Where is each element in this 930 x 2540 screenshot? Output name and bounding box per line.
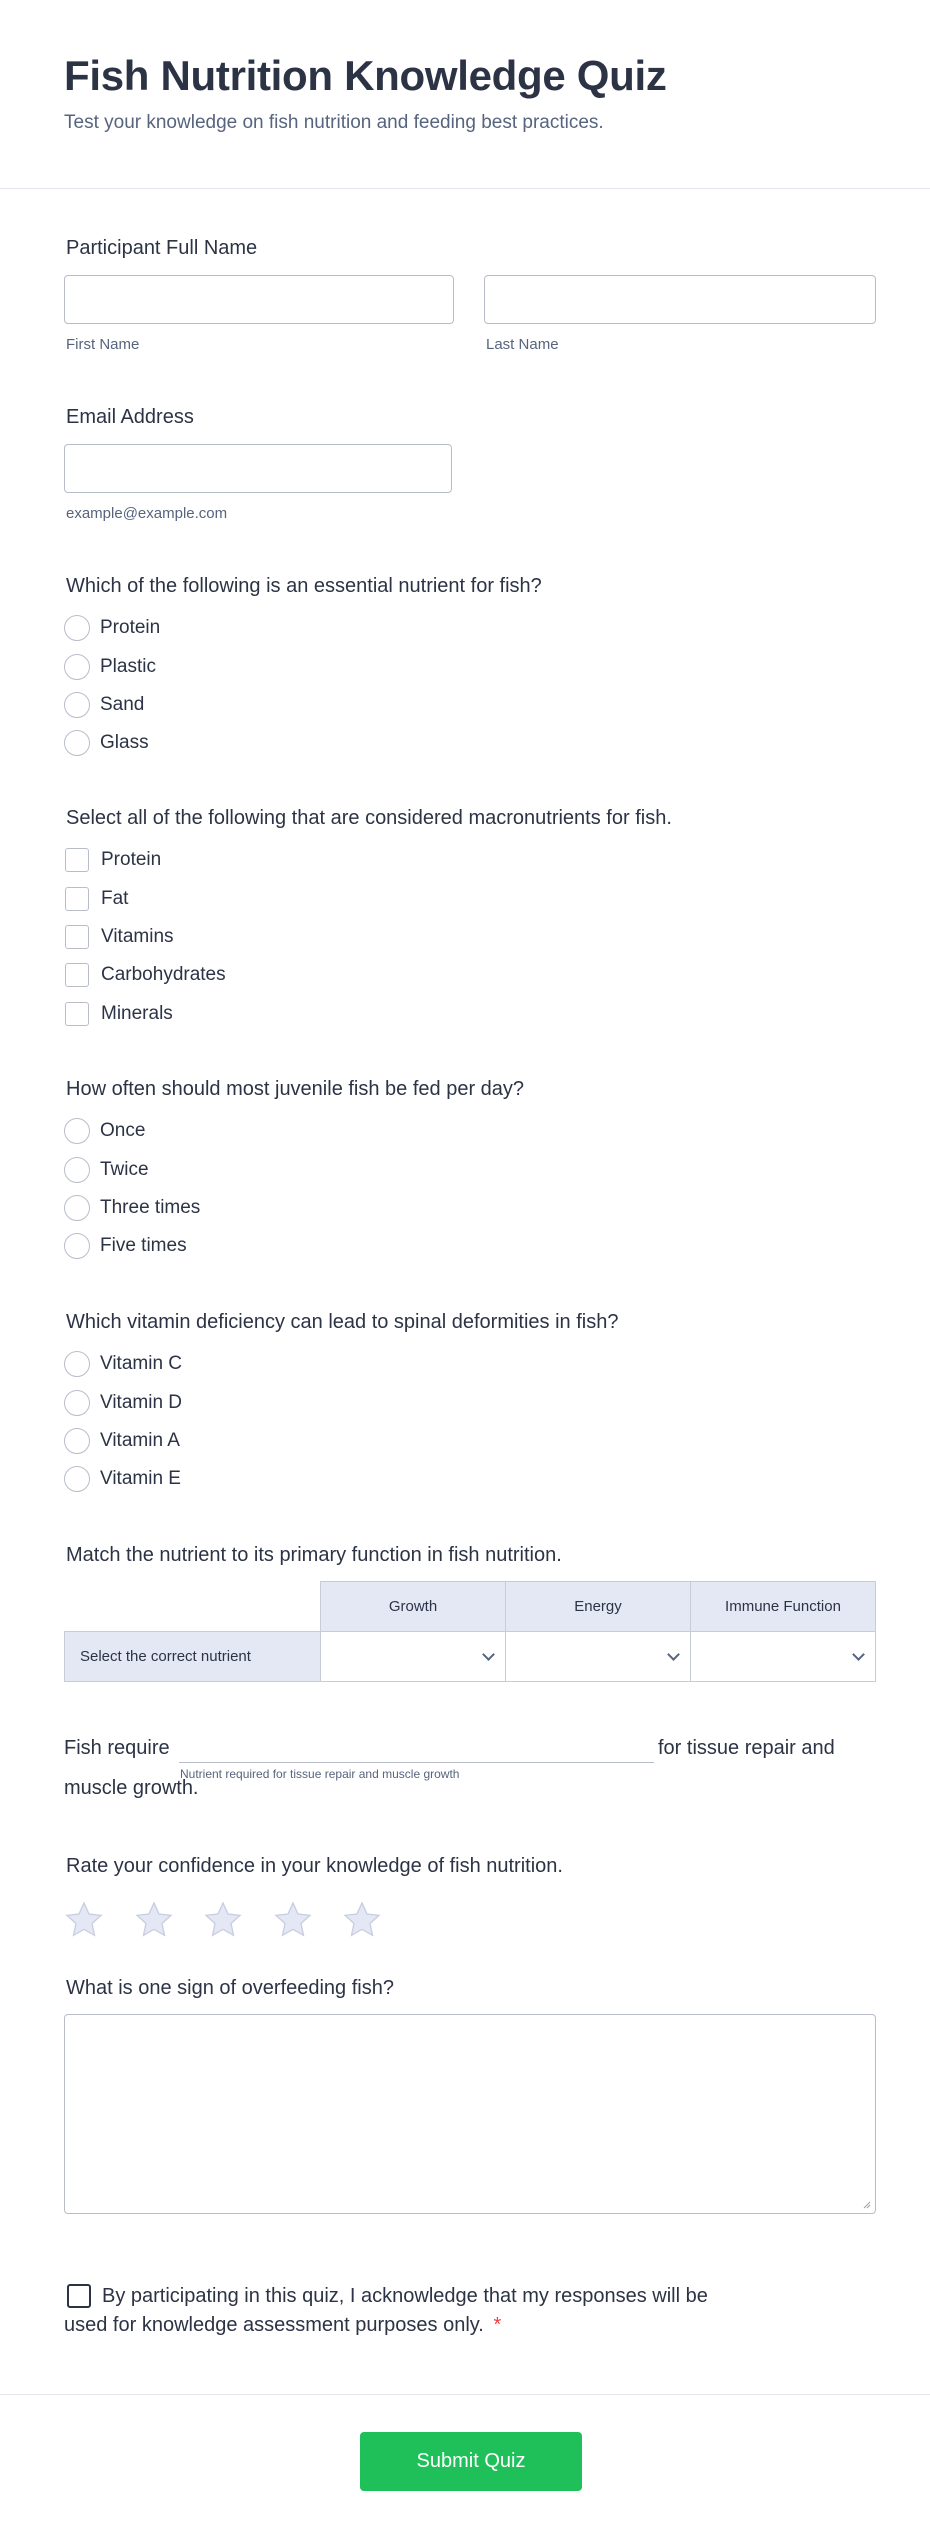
matrix-corner xyxy=(65,1582,321,1632)
radio-button[interactable] xyxy=(64,1390,90,1416)
email-input[interactable] xyxy=(64,444,452,493)
question-vitamin-deficiency xyxy=(64,1311,618,1499)
chevron-down-icon xyxy=(482,1648,495,1661)
full-name-label: Participant Full Name xyxy=(66,237,258,259)
matrix-col-immune-function: Immune Function xyxy=(691,1582,876,1632)
radio-button[interactable] xyxy=(64,1118,90,1144)
q4-option-vitamin-c[interactable]: Vitamin C xyxy=(64,1345,618,1383)
consent-checkbox[interactable] xyxy=(67,2284,91,2308)
first-name-input[interactable] xyxy=(64,275,454,324)
radio-button[interactable] xyxy=(64,692,90,718)
q3-option-five-times[interactable]: Five times xyxy=(64,1227,524,1265)
full-name-field xyxy=(64,237,876,353)
form-footer xyxy=(0,2394,930,2540)
q1-option-sand[interactable]: Sand xyxy=(64,686,542,724)
star-icon[interactable] xyxy=(203,1900,243,1940)
matrix-select-energy[interactable] xyxy=(506,1632,691,1682)
radio-button[interactable] xyxy=(64,1157,90,1183)
q3-option-twice[interactable]: Twice xyxy=(64,1150,524,1188)
checkbox[interactable] xyxy=(65,925,89,949)
checkbox[interactable] xyxy=(65,848,89,872)
radio-button[interactable] xyxy=(64,1195,90,1221)
q1-option-glass[interactable]: Glass xyxy=(64,724,542,762)
page-subtitle: Test your knowledge on fish nutrition and feeding best practices. xyxy=(64,112,604,133)
overfeeding-textarea[interactable] xyxy=(64,2014,876,2214)
star-icon[interactable] xyxy=(342,1900,382,1940)
q4-option-vitamin-e[interactable]: Vitamin E xyxy=(64,1460,618,1498)
chevron-down-icon xyxy=(852,1648,865,1661)
confidence-rating xyxy=(64,1855,563,1940)
overfeeding-label: What is one sign of overfeeding fish? xyxy=(66,1977,394,1999)
q3-option-three-times[interactable]: Three times xyxy=(64,1189,524,1227)
q2-option-minerals[interactable]: Minerals xyxy=(64,995,672,1033)
matrix-select-immune-function[interactable] xyxy=(691,1632,876,1682)
email-sublabel: example@example.com xyxy=(66,505,228,522)
radio-button[interactable] xyxy=(64,1233,90,1259)
consent-text-line2: used for knowledge assessment purposes only. xyxy=(64,2314,484,2336)
q1-option-protein[interactable]: Protein xyxy=(64,609,542,647)
fill-blank-input[interactable] xyxy=(179,1737,654,1763)
checkbox[interactable] xyxy=(65,887,89,911)
star-icon[interactable] xyxy=(64,1900,104,1940)
fill-in-blank-question xyxy=(64,1737,876,1797)
checkbox[interactable] xyxy=(65,1002,89,1026)
checkbox[interactable] xyxy=(65,963,89,987)
q3-option-once[interactable]: Once xyxy=(64,1112,524,1150)
resize-grip-icon[interactable] xyxy=(861,2199,871,2209)
consent-field xyxy=(64,2282,876,2340)
q3-label: How often should most juvenile fish be fed per day? xyxy=(66,1078,525,1100)
q4-option-vitamin-d[interactable]: Vitamin D xyxy=(64,1383,618,1421)
q2-option-carbohydrates[interactable]: Carbohydrates xyxy=(64,956,672,994)
q2-label: Select all of the following that are considered macronutrients for fish. xyxy=(66,807,672,829)
radio-button[interactable] xyxy=(64,1351,90,1377)
consent-text-line1: By participating in this quiz, I acknowledge that my responses will be xyxy=(102,2285,708,2307)
email-field xyxy=(64,406,452,522)
page-title: Fish Nutrition Knowledge Quiz xyxy=(64,52,667,99)
last-name-sublabel: Last Name xyxy=(486,336,559,353)
required-asterisk: * xyxy=(493,2314,502,2336)
matrix-question xyxy=(64,1544,876,1682)
matrix-label: Match the nutrient to its primary function in fish nutrition. xyxy=(66,1544,562,1566)
star-icon[interactable] xyxy=(273,1900,313,1940)
radio-button[interactable] xyxy=(64,615,90,641)
fill-blank-text-after-line2: muscle growth. xyxy=(64,1777,199,1799)
overfeeding-question xyxy=(64,1977,876,2214)
question-feeding-frequency xyxy=(64,1078,524,1266)
chevron-down-icon xyxy=(667,1648,680,1661)
fill-blank-text-after: for tissue repair and xyxy=(658,1737,835,1759)
question-essential-nutrient xyxy=(64,575,542,763)
star-rating xyxy=(64,1900,563,1940)
q2-option-fat[interactable]: Fat xyxy=(64,879,672,917)
q2-option-protein[interactable]: Protein xyxy=(64,841,672,879)
q1-label: Which of the following is an essential nutrient for fish? xyxy=(66,575,542,597)
submit-button[interactable]: Submit Quiz xyxy=(360,2432,582,2491)
star-icon[interactable] xyxy=(134,1900,174,1940)
radio-button[interactable] xyxy=(64,1466,90,1492)
email-label: Email Address xyxy=(66,406,194,428)
rating-label: Rate your confidence in your knowledge of fish nutrition. xyxy=(66,1855,563,1877)
radio-button[interactable] xyxy=(64,654,90,680)
q4-option-vitamin-a[interactable]: Vitamin A xyxy=(64,1422,618,1460)
q1-option-plastic[interactable]: Plastic xyxy=(64,647,542,685)
fill-blank-sublabel: Nutrient required for tissue repair and muscle growth xyxy=(180,1767,460,1781)
question-macronutrients xyxy=(64,807,672,1033)
matrix-row-label: Select the correct nutrient xyxy=(65,1632,321,1682)
last-name-input[interactable] xyxy=(484,275,876,324)
fill-blank-text-before: Fish require xyxy=(64,1737,170,1759)
first-name-sublabel: First Name xyxy=(66,336,140,353)
form-header xyxy=(0,0,930,189)
radio-button[interactable] xyxy=(64,1428,90,1454)
matrix-col-growth: Growth xyxy=(321,1582,506,1632)
matrix-col-energy: Energy xyxy=(506,1582,691,1632)
q4-label: Which vitamin deficiency can lead to spinal deformities in fish? xyxy=(66,1311,619,1333)
matrix-table xyxy=(64,1581,876,1682)
matrix-select-growth[interactable] xyxy=(321,1632,506,1682)
radio-button[interactable] xyxy=(64,730,90,756)
q2-option-vitamins[interactable]: Vitamins xyxy=(64,918,672,956)
